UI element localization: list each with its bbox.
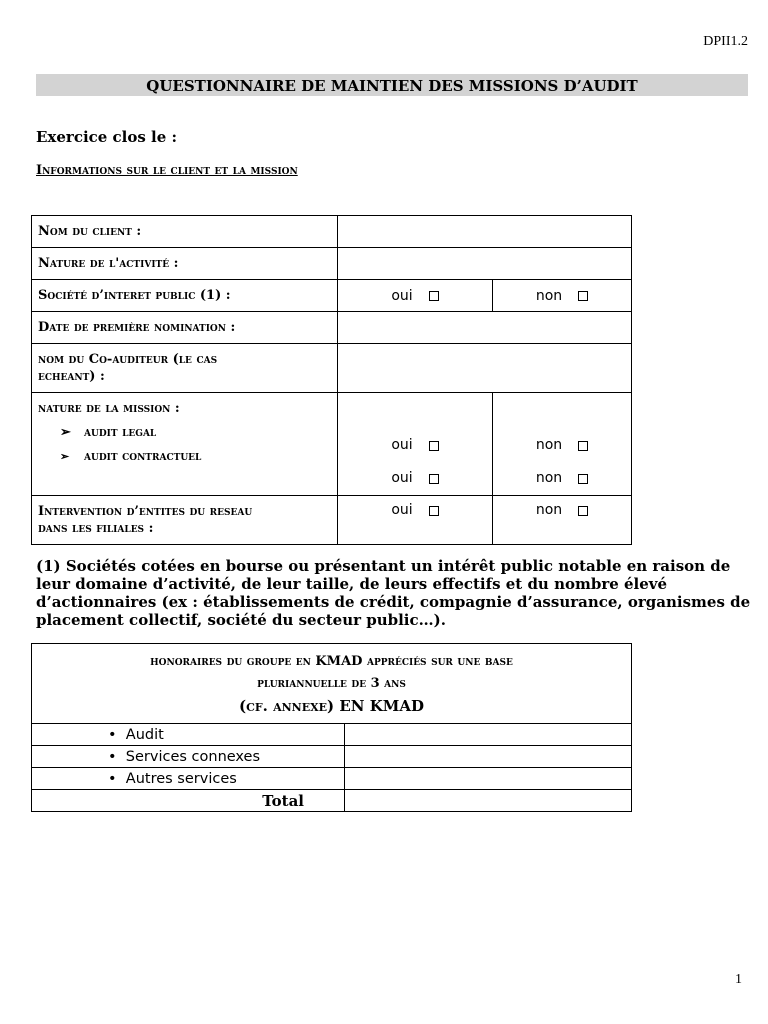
exercice-label: Exercice clos le : — [36, 128, 178, 146]
fee-item-audit: • Audit — [32, 724, 345, 746]
client-info-table — [31, 215, 632, 545]
nom-client-label: Nom du client : — [32, 216, 338, 248]
page-title: QUESTIONNAIRE DE MAINTIEN DES MISSIONS D’AUDIT — [36, 74, 748, 96]
nature-mission-label — [32, 393, 338, 496]
societe-interet-public-label: Société d’interet public (1) : — [32, 280, 338, 312]
co-auditeur-line2: echeant) : — [38, 369, 105, 384]
co-auditeur-line1: nom du Co-auditeur (le cas — [38, 352, 218, 367]
intervention-oui-cell: oui — [338, 496, 493, 545]
intervention-oui-checkbox[interactable] — [429, 506, 439, 516]
non-checkbox[interactable] — [578, 291, 588, 301]
document-reference: DPII1.2 — [703, 34, 748, 49]
page-number: 1 — [735, 972, 742, 987]
nature-mission-non-cell: non non — [493, 393, 632, 496]
audit-contractuel-non-checkbox[interactable] — [578, 474, 588, 484]
nom-client-field[interactable] — [338, 216, 632, 248]
co-auditeur-label — [32, 344, 338, 393]
interet-public-oui-cell — [338, 280, 493, 312]
fees-table — [31, 643, 632, 812]
fee-total-value[interactable] — [345, 790, 632, 812]
fee-audit-value[interactable] — [345, 724, 632, 746]
nature-activite-label: Nature de l'activité : — [32, 248, 338, 280]
fee-item-autres-services: • Autres services — [32, 768, 345, 790]
fee-total-label: Total — [32, 790, 345, 812]
intervention-line2: dans les filiales : — [38, 521, 154, 536]
fee-item-services-connexes: • Services connexes — [32, 746, 345, 768]
nature-mission-title: nature de la mission : — [38, 401, 180, 416]
fee-autres-services-value[interactable] — [345, 768, 632, 790]
intervention-label — [32, 496, 338, 545]
oui-checkbox[interactable] — [429, 291, 439, 301]
date-nomination-field[interactable] — [338, 312, 632, 344]
non-label: non — [535, 287, 563, 304]
audit-legal-oui-checkbox[interactable] — [429, 441, 439, 451]
arrow-icon: ➢ — [60, 425, 71, 440]
audit-legal-non-checkbox[interactable] — [578, 441, 588, 451]
audit-legal-item: ➢ audit legal — [38, 417, 331, 449]
audit-contractuel-oui-checkbox[interactable] — [429, 474, 439, 484]
arrow-icon: ➢ — [60, 450, 70, 463]
nature-activite-field[interactable] — [338, 248, 632, 280]
interet-public-non-cell — [493, 280, 632, 312]
audit-contractuel-item: ➢ audit contractuel — [60, 449, 202, 464]
fees-table-header: honoraires du groupe en KMAD appréciés sur une base pluriannuelle de 3 ans (cf. annexe) EN KMAD — [32, 644, 632, 724]
intervention-non-cell: non — [493, 496, 632, 545]
oui-label: oui — [391, 287, 413, 304]
intervention-line1: Intervention d’entites du reseau — [38, 504, 253, 519]
footnote: (1) Sociétés cotées en bourse ou présentant un intérêt public notable en raison de leur domaine d’activité, de leur taille, de leurs effectifs et du nombre élevé d’actionnaires (ex : établissements de crédit, compagnie d’assurance, organismes de placement collectif, société du secteur public…). — [36, 557, 751, 629]
fee-services-connexes-value[interactable] — [345, 746, 632, 768]
nature-mission-oui-cell: oui oui — [338, 393, 493, 496]
section-title: Informations sur le client et la mission — [36, 163, 298, 178]
intervention-non-checkbox[interactable] — [578, 506, 588, 516]
date-nomination-label: Date de première nomination : — [32, 312, 338, 344]
co-auditeur-field[interactable] — [338, 344, 632, 393]
